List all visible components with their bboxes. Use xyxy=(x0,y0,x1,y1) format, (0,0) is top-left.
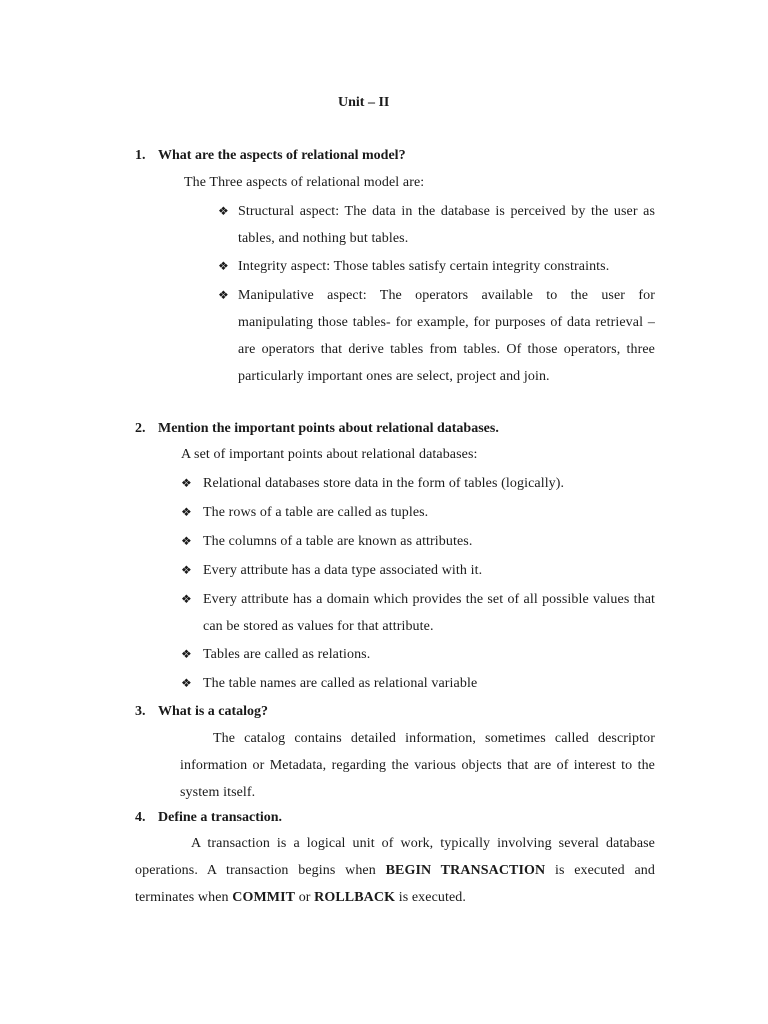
q4-question: Define a transaction. xyxy=(158,810,283,825)
bullet-icon: ❖ xyxy=(181,476,192,490)
keyword-rollback: ROLLBACK xyxy=(314,890,396,905)
q4-answer-text-1: A transaction is a logical unit of work, typically involving several database operations. A transaction begins when xyxy=(135,836,655,878)
q4-answer-text-3: or xyxy=(298,890,311,905)
bullet-icon: ❖ xyxy=(218,259,229,273)
q1-question: What are the aspects of relational model? xyxy=(158,148,406,163)
bullet-icon: ❖ xyxy=(181,563,192,577)
q1-intro: The Three aspects of relational model are: xyxy=(184,175,425,190)
q4-answer xyxy=(135,830,655,911)
q3-question: What is a catalog? xyxy=(158,704,269,719)
q2-bullet-7: The table names are called as relational variable xyxy=(203,676,478,691)
q2-bullet-5: Every attribute has a domain which provides the set of all possible values that can be stored as values for that attribute. xyxy=(203,592,655,634)
q2-bullet-3: The columns of a table are known as attributes. xyxy=(203,534,473,549)
q1-bullet-3: Manipulative aspect: The operators available to the user for manipulating those tables- for example, for purposes of data retrieval – are operators that derive tables from tables. Of those operators, three particularly important ones are select, project and join. xyxy=(238,288,655,384)
q2-bullet-1: Relational databases store data in the form of tables (logically). xyxy=(203,476,565,491)
keyword-commit: COMMIT xyxy=(232,890,296,905)
bullet-icon: ❖ xyxy=(181,647,192,661)
keyword-begin-transaction: BEGIN TRANSACTION xyxy=(385,863,546,878)
bullet-icon: ❖ xyxy=(218,288,229,302)
q4-answer-text-2: is executed and terminates when xyxy=(135,863,655,905)
q4-answer-text-4: is executed. xyxy=(398,890,467,905)
bullet-icon: ❖ xyxy=(181,592,192,606)
q1-bullet-2: Integrity aspect: Those tables satisfy certain integrity constraints. xyxy=(238,259,610,274)
q2-bullet-6: Tables are called as relations. xyxy=(203,647,371,662)
q2-bullet-2: The rows of a table are called as tuples. xyxy=(203,505,429,520)
q2-intro: A set of important points about relational databases: xyxy=(181,447,478,462)
bullet-icon: ❖ xyxy=(218,204,229,218)
q4-number: 4. xyxy=(135,810,146,825)
q3-answer: The catalog contains detailed information, sometimes called descriptor information or Metadata, regarding the various objects that are of interest to the system itself. xyxy=(180,731,655,800)
unit-title: Unit – II xyxy=(338,95,390,110)
bullet-icon: ❖ xyxy=(181,505,192,519)
q1-bullet-1: Structural aspect: The data in the database is perceived by the user as tables, and nothing but tables. xyxy=(238,204,655,246)
q2-bullet-4: Every attribute has a data type associated with it. xyxy=(203,563,483,578)
bullet-icon: ❖ xyxy=(181,534,192,548)
q2-number: 2. xyxy=(135,421,146,436)
q2-question: Mention the important points about relational databases. xyxy=(158,421,499,436)
q3-number: 3. xyxy=(135,704,146,719)
bullet-icon: ❖ xyxy=(181,676,192,690)
q1-number: 1. xyxy=(135,148,146,163)
